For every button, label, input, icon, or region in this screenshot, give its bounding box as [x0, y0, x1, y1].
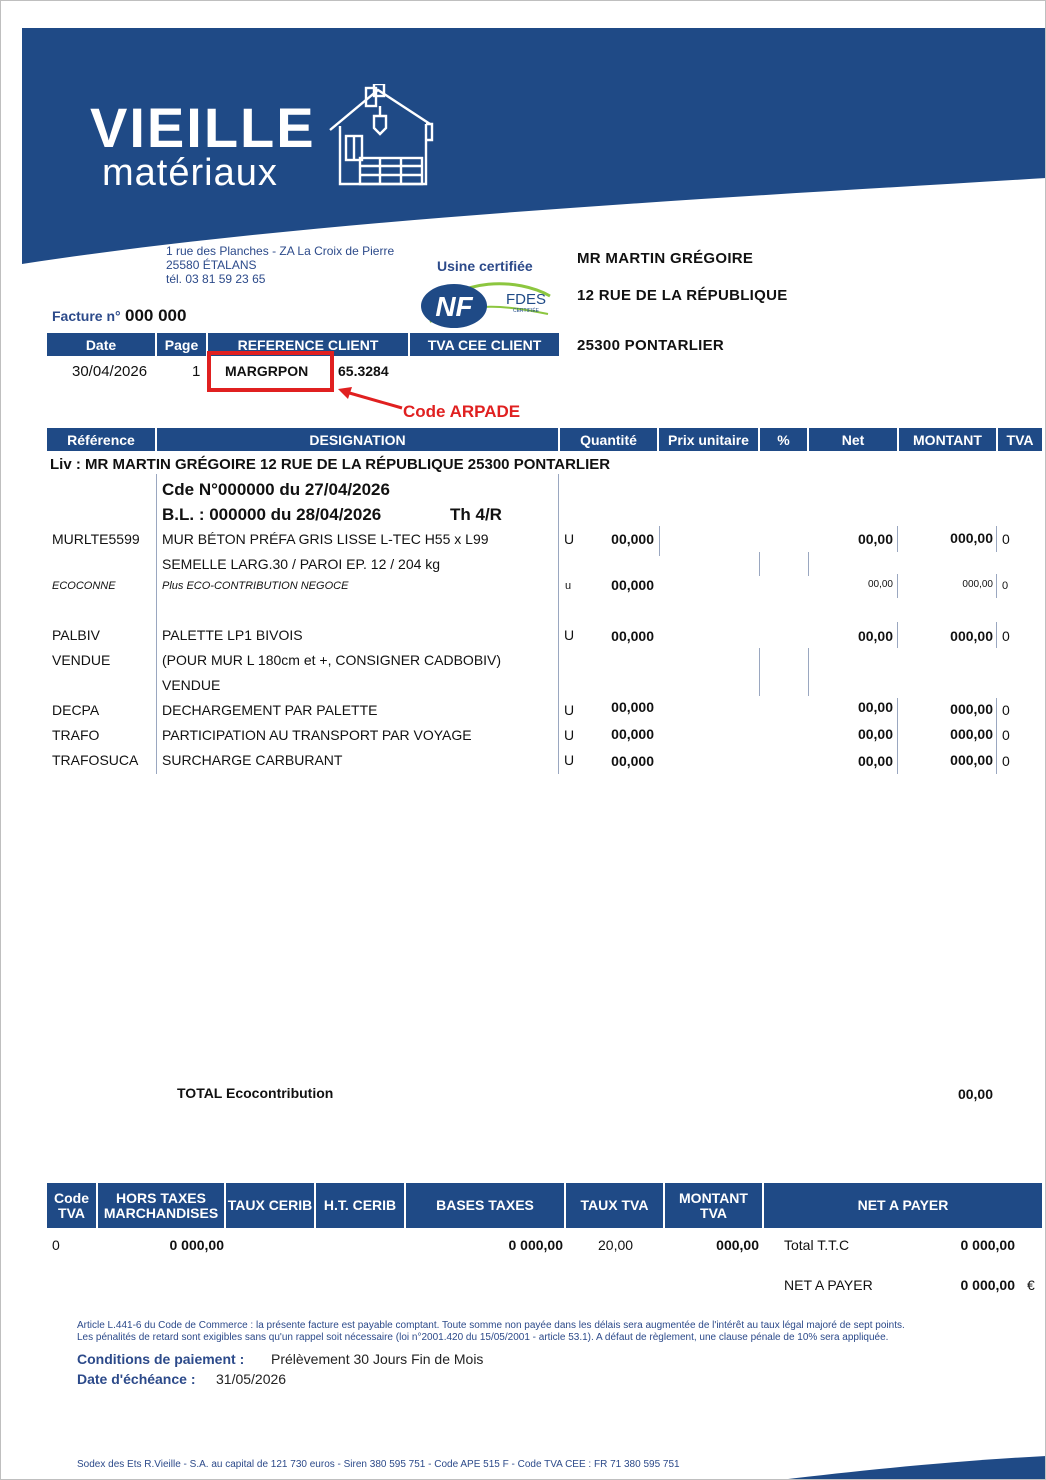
- company-address-1: 1 rue des Planches - ZA La Croix de Pierre: [166, 244, 395, 258]
- fdes-sub-text: CERTIFIÉE: [512, 308, 540, 314]
- col-separator: [156, 474, 157, 774]
- nf-text: NF: [435, 291, 473, 322]
- row-ref: DECPA: [52, 702, 100, 718]
- row-ref: TRAFO: [52, 727, 100, 743]
- row-montant: 000,00: [950, 628, 993, 644]
- header-tva-client: TVA CEE CLIENT: [410, 333, 559, 356]
- total-eco-value: 00,00: [957, 1086, 993, 1102]
- row-montant: 000,00: [950, 726, 993, 742]
- row-tva: 0: [1002, 628, 1010, 644]
- legal-line-2: Les pénalités de retard sont exigibles sans qu'un rappel soit nécessaire (loi n°2001.420 du 15/05/2001 - article 53.1). A défaut de règlement, une clause pénale de 10% sera appliquée.: [77, 1332, 889, 1343]
- company-phone: tél. 03 81 59 23 65: [166, 272, 266, 286]
- arpade-highlight-box: [207, 351, 334, 392]
- fdes-text: FDES: [505, 291, 547, 308]
- col-separator: [996, 622, 997, 648]
- logo-vieille: VIEILLE: [90, 96, 316, 159]
- header-date: Date: [47, 333, 155, 356]
- row-net: 00,00: [857, 531, 893, 547]
- col-net: Net: [809, 428, 897, 451]
- tot-bases-taxes: 0 000,00: [508, 1237, 563, 1253]
- col-reference: Référence: [47, 428, 155, 451]
- currency-symbol: €: [1027, 1277, 1035, 1293]
- row-designation: (POUR MUR L 180cm et +, CONSIGNER CADBOBIV): [162, 652, 502, 668]
- footer-text: Sodex des Ets R.Vieille - S.A. au capital de 121 730 euros - Siren 380 595 751 - Code APE 515 F - Code TVA CEE : FR 71 380 595 751: [77, 1459, 680, 1470]
- row-designation: MUR BÉTON PRÉFA GRIS LISSE L-TEC H55 x L99: [162, 531, 489, 547]
- col-pct: %: [760, 428, 807, 451]
- row-unit: U: [564, 627, 575, 643]
- tot-code-tva: 0: [52, 1237, 60, 1253]
- tot-col-code-tva: Code TVA: [47, 1183, 96, 1228]
- arrow-icon: [334, 384, 406, 414]
- conditions-label: Conditions de paiement :: [77, 1351, 245, 1367]
- bl-line: B.L. : 000000 du 28/04/2026: [162, 505, 382, 524]
- row-tva: 0: [1002, 753, 1010, 769]
- livraison-line: Liv : MR MARTIN GRÉGOIRE 12 RUE DE LA RÉPUBLIQUE 25300 PONTARLIER: [50, 456, 611, 473]
- col-tva: TVA: [998, 428, 1042, 451]
- row-tva: 0: [1002, 580, 1009, 592]
- col-separator: [759, 648, 760, 696]
- row-designation: DECHARGEMENT PAR PALETTE: [162, 702, 378, 718]
- invoice-date: 30/04/2026: [72, 363, 148, 380]
- row-tva: 0: [1002, 531, 1010, 547]
- col-separator: [808, 648, 809, 696]
- ttc-label: Total T.T.C: [784, 1237, 850, 1253]
- row-net: 00,00: [857, 699, 893, 715]
- row-montant: 000,00: [950, 752, 993, 768]
- row-unit: U: [564, 702, 575, 718]
- facture-label: Facture n°: [52, 308, 121, 324]
- row-qty: 00,000: [611, 699, 654, 715]
- tot-col-taux-tva: TAUX TVA: [566, 1183, 663, 1228]
- row-qty: 00,000: [611, 753, 654, 769]
- row-unit: U: [564, 727, 575, 743]
- col-separator: [897, 622, 898, 648]
- tot-col-ht-cerib: H.T. CERIB: [316, 1183, 404, 1228]
- net-a-payer-value: 0 000,00: [960, 1277, 1015, 1293]
- ttc-value: 0 000,00: [960, 1237, 1015, 1253]
- logo-materiaux: matériaux: [102, 152, 278, 194]
- row-ref: MURLTE5599: [52, 531, 140, 547]
- house-icon: [326, 84, 436, 190]
- code-arpade-label: Code ARPADE: [403, 402, 521, 421]
- row-designation: SEMELLE LARG.30 / PAROI EP. 12 / 204 kg: [162, 556, 441, 572]
- row-net: 00,00: [857, 726, 893, 742]
- row-unit: U: [564, 531, 575, 547]
- col-designation: DESIGNATION: [157, 428, 558, 451]
- col-prix-unitaire: Prix unitaire: [659, 428, 758, 451]
- col-montant: MONTANT: [899, 428, 996, 451]
- row-ref: ECOCONNE: [52, 580, 116, 592]
- row-qty: 00,000: [611, 531, 654, 547]
- col-separator: [996, 526, 997, 552]
- company-address-2: 25580 ÉTALANS: [166, 258, 257, 272]
- row-montant: 000,00: [950, 530, 993, 546]
- invoice-tva-client: 65.3284: [338, 363, 389, 379]
- row-ref: TRAFOSUCA: [52, 752, 139, 768]
- row-net: 00,00: [857, 628, 893, 644]
- commande-line: Cde N°000000 du 27/04/2026: [162, 480, 390, 499]
- tot-col-bases-taxes: BASES TAXES: [406, 1183, 564, 1228]
- due-date-label: Date d'échéance :: [77, 1371, 196, 1387]
- total-eco-label: TOTAL Ecocontribution: [177, 1085, 334, 1101]
- col-separator: [897, 698, 898, 774]
- row-ref: PALBIV: [52, 627, 100, 643]
- col-separator: [558, 474, 559, 774]
- due-date-value: 31/05/2026: [216, 1371, 287, 1387]
- row-montant: 000,00: [962, 579, 993, 590]
- row-qty: 00,000: [611, 726, 654, 742]
- col-separator: [996, 698, 997, 774]
- col-separator: [808, 552, 809, 576]
- tot-col-net-a-payer: NET A PAYER: [764, 1183, 1042, 1228]
- row-designation: PARTICIPATION AU TRANSPORT PAR VOYAGE: [162, 727, 472, 743]
- tot-montant-tva: 000,00: [716, 1237, 759, 1253]
- nf-fdes-logo-icon: [418, 278, 556, 332]
- client-name: MR MARTIN GRÉGOIRE: [577, 250, 754, 267]
- col-separator: [897, 526, 898, 552]
- row-qty: 00,000: [611, 577, 654, 593]
- tot-hors-taxes: 0 000,00: [169, 1237, 224, 1253]
- row-designation: Plus ECO-CONTRIBUTION NEGOCE: [162, 580, 349, 592]
- header-reference-client: REFERENCE CLIENT: [208, 333, 408, 356]
- header-page: Page: [157, 333, 206, 356]
- tot-col-hors-taxes: HORS TAXES MARCHANDISES: [98, 1183, 224, 1228]
- usine-certifiee: Usine certifiée: [437, 258, 533, 274]
- row-designation: VENDUE: [162, 677, 221, 693]
- facture-number: 000 000: [125, 306, 187, 325]
- conditions-value: Prélèvement 30 Jours Fin de Mois: [271, 1351, 484, 1367]
- row-designation: PALETTE LP1 BIVOIS: [162, 627, 303, 643]
- footer-swoosh: [780, 1450, 1046, 1480]
- col-separator: [897, 574, 898, 598]
- invoice-page: 1: [192, 363, 201, 380]
- col-separator: [759, 552, 760, 576]
- invoice-ref-client: MARGRPON: [225, 363, 309, 379]
- net-a-payer-label: NET A PAYER: [784, 1277, 873, 1293]
- th-line: Th 4/R: [450, 505, 502, 524]
- row-tva: 0: [1002, 727, 1010, 743]
- col-quantite: Quantité: [560, 428, 657, 451]
- row-unit: u: [565, 580, 572, 592]
- row-net: 00,00: [857, 753, 893, 769]
- tot-col-taux-cerib: TAUX CERIB: [226, 1183, 314, 1228]
- row-ref: VENDUE: [52, 652, 111, 668]
- client-city: 25300 PONTARLIER: [577, 337, 725, 354]
- client-street: 12 RUE DE LA RÉPUBLIQUE: [577, 287, 788, 304]
- row-designation: SURCHARGE CARBURANT: [162, 752, 343, 768]
- col-separator: [996, 574, 997, 598]
- row-net: 00,00: [867, 579, 893, 590]
- tot-taux-tva: 20,00: [598, 1237, 634, 1253]
- row-tva: 0: [1002, 702, 1010, 718]
- col-separator: [659, 526, 660, 556]
- row-qty: 00,000: [611, 628, 654, 644]
- legal-line-1: Article L.441-6 du Code de Commerce : la présente facture est payable comptant. Toute somme non payée dans les délais sera augmentée de l'intérêt au taux légal majoré de sept points.: [77, 1320, 905, 1331]
- row-montant: 000,00: [950, 701, 993, 717]
- tot-col-montant-tva: MONTANT TVA: [665, 1183, 762, 1228]
- row-unit: U: [564, 752, 575, 768]
